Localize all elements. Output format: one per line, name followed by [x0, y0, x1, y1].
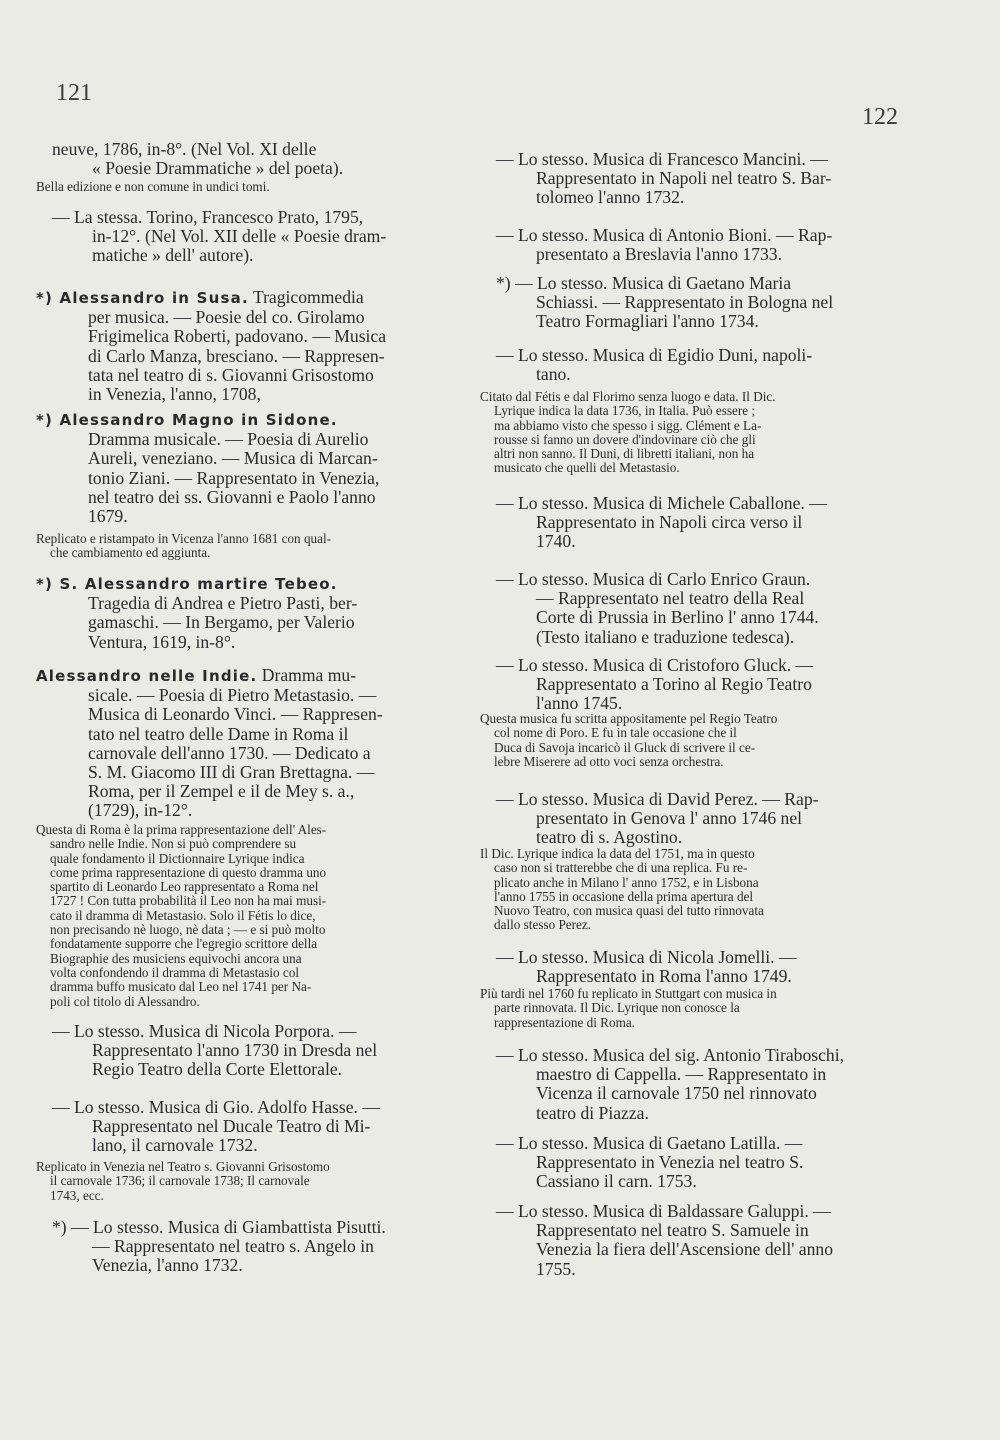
- note-line: Biographie des musiciens equivochi ancora una: [50, 951, 302, 966]
- note-line: col nome di Poro. E fu in tale occasione che il: [494, 726, 737, 741]
- note-line: musicato che quelli del Metastasio.: [494, 461, 680, 476]
- entry-line: Rappresentato nel teatro S. Samuele in: [536, 1221, 809, 1241]
- note-line: Bella edizione e non comune in undici tomi.: [36, 180, 270, 194]
- entry-line: tato nel teatro delle Dame in Roma il: [88, 724, 349, 744]
- entry-line: neuve, 1786, in-8°. (Nel Vol. XI delle: [52, 140, 317, 159]
- catalog-entry: [36, 1218, 448, 1276]
- note-line: Duca di Savoja incaricò il Gluck di scrivere il ce-: [494, 740, 756, 755]
- page-number-right: 122: [862, 104, 898, 130]
- entry-line: l'anno 1745.: [536, 694, 623, 714]
- entry-line: *) — Lo stesso. Musica di Gaetano Maria: [496, 274, 792, 293]
- entry-text: [36, 666, 448, 821]
- entry-heading: *) Alessandro Magno in Sidone.: [36, 411, 338, 429]
- entry-line: — Lo stesso. Musica di Gio. Adolfo Hasse. —: [52, 1098, 380, 1117]
- entry-text: [480, 226, 892, 264]
- entry-line: sicale. — Poesia di Pietro Metastasio. —: [88, 686, 377, 706]
- entry-line: Venezia, l'anno 1732.: [92, 1256, 243, 1276]
- catalog-entry: [480, 274, 892, 332]
- catalog-entry: [36, 1098, 448, 1156]
- entry-line: maestro di Cappella. — Rappresentato in: [536, 1065, 827, 1085]
- catalog-entry: [36, 1022, 448, 1080]
- entry-line: presentato in Genova l' anno 1746 nel: [536, 809, 803, 829]
- catalog-entry: [480, 570, 892, 647]
- note-line: altri non sanno. Il Duni, di libretti italiani, non ha: [494, 447, 755, 462]
- entry-line: in-12°. (Nel Vol. XII delle « Poesie dram-: [92, 227, 387, 247]
- entry-text: [480, 1134, 892, 1192]
- note-line: come prima rappresentazione di questo dramma uno: [50, 865, 327, 880]
- entry-line: Vicenza il carnovale 1750 nel rinnovato: [536, 1084, 817, 1104]
- entry-note: [480, 987, 892, 1030]
- entry-line: matiche » dell' autore).: [92, 246, 254, 266]
- entry-line: Rappresentato a Torino al Regio Teatro: [536, 675, 812, 695]
- catalog-entry: [36, 288, 448, 404]
- catalog-entry: [480, 226, 892, 264]
- entry-line: Ventura, 1619, in-8°.: [88, 632, 236, 652]
- entry-text: [36, 208, 448, 266]
- entry-line: Cassiano il carn. 1753.: [536, 1172, 697, 1192]
- entry-line: Rappresentato nel Ducale Teatro di Mi-: [92, 1117, 371, 1137]
- entry-line: Tragicommedia: [252, 288, 364, 307]
- entry-line: tonio Ziani. — Rappresentato in Venezia,: [88, 468, 380, 488]
- entry-text: [480, 1202, 892, 1279]
- entry-line: Aureli, veneziano. — Musica di Marcan-: [88, 449, 378, 469]
- entry-line: (Testo italiano e traduzione tedesca).: [536, 627, 795, 647]
- entry-line: Teatro Formagliari l'anno 1734.: [536, 312, 759, 332]
- note-line: Più tardi nel 1760 fu replicato in Stuttgart con musica in: [480, 987, 777, 1001]
- catalog-entry: [480, 656, 892, 714]
- note-line: Il Dic. Lyrique indica la data del 1751, ma in questo: [480, 847, 755, 861]
- entry-line: tolomeo l'anno 1732.: [536, 188, 685, 208]
- entry-heading: *) Alessandro in Susa.: [36, 289, 249, 307]
- entry-line: — Lo stesso. Musica di Nicola Porpora. —: [52, 1022, 357, 1041]
- note-line: rappresentazione di Roma.: [494, 1015, 635, 1030]
- entry-line: Rappresentato l'anno 1730 in Dresda nel: [92, 1041, 378, 1061]
- note-line: 1727 ! Con tutta probabilità il Leo non ha mai musi-: [50, 894, 327, 909]
- entry-text: [36, 140, 448, 178]
- entry-line: S. M. Giacomo III di Gran Brettagna. —: [88, 763, 375, 783]
- entry-line: — Lo stesso. Musica di Michele Caballone. —: [496, 494, 827, 513]
- entry-note: [36, 180, 448, 194]
- page-number-left: 121: [56, 80, 92, 106]
- catalog-entry: [480, 1046, 892, 1123]
- entry-line: (1729), in-12°.: [88, 801, 193, 821]
- entry-line: — Lo stesso. Musica di Egidio Duni, napoli-: [496, 346, 813, 365]
- entry-note: [480, 847, 892, 933]
- entry-line: — Lo stesso. Musica di Baldassare Galuppi. —: [496, 1202, 831, 1221]
- note-line: quale fondamento il Dictionnaire Lyrique indica: [50, 851, 305, 866]
- catalog-entry: [36, 666, 448, 821]
- catalog-entry: [480, 1134, 892, 1192]
- entry-line: Rappresentato in Napoli nel teatro S. Bar-: [536, 169, 832, 189]
- entry-line: Rappresentato in Napoli circa verso il: [536, 513, 803, 533]
- note-line: Nuovo Teatro, con musica quasi del tutto rinnovata: [494, 904, 764, 919]
- entry-line: Dramma mu-: [261, 666, 357, 685]
- note-line: caso non si tratterebbe che di una replica. Fu re-: [494, 861, 748, 876]
- entry-heading: *) S. Alessandro martire Tebeo.: [36, 575, 338, 593]
- entry-text: [480, 150, 892, 208]
- catalog-entry: [36, 574, 448, 652]
- note-line: sandro nelle Indie. Non si può comprendere su: [50, 837, 297, 852]
- entry-text: [480, 494, 892, 552]
- entry-note: [36, 823, 448, 1009]
- entry-line: — Lo stesso. Musica di Nicola Jomelli. —: [496, 948, 797, 967]
- note-line: Lyrique indica la data 1736, in Italia. Può essere ;: [494, 404, 756, 419]
- entry-line: — La stessa. Torino, Francesco Prato, 1795,: [52, 208, 364, 227]
- entry-text: [36, 1098, 448, 1156]
- entry-line: — Lo stesso. Musica di Gaetano Latilla. —: [496, 1134, 803, 1153]
- entry-text: [36, 410, 448, 526]
- note-line: che cambiamento ed aggiunta.: [50, 546, 211, 561]
- entry-text: [480, 656, 892, 714]
- note-line: Citato dal Fétis e dal Florimo senza luogo e data. Il Dic.: [480, 390, 776, 404]
- note-line: il carnovale 1736; il carnovale 1738; Il carnovale: [50, 1174, 310, 1189]
- note-line: Questa musica fu scritta appositamente pel Regio Teatro: [480, 712, 778, 726]
- entry-line: Musica di Leonardo Vinci. — Rappresen-: [88, 705, 383, 725]
- entry-line: 1755.: [536, 1259, 576, 1279]
- entry-line: — Lo stesso. Musica di Cristoforo Gluck. —: [496, 656, 814, 675]
- entry-text: [480, 1046, 892, 1123]
- entry-line: — Rappresentato nel teatro s. Angelo in: [92, 1237, 374, 1257]
- note-line: volta confondendo il dramma di Metastasio col: [50, 965, 300, 980]
- entry-text: [480, 948, 892, 986]
- catalog-entry: [36, 140, 448, 178]
- entry-text: [36, 1022, 448, 1080]
- entry-text: [36, 288, 448, 404]
- entry-line: carnovale dell'anno 1730. — Dedicato a: [88, 743, 371, 763]
- entry-note: [36, 1160, 448, 1203]
- note-line: non precisando nè luogo, nè data ; — e si può molto: [50, 923, 326, 938]
- entry-note: [480, 712, 892, 769]
- note-line: poli col titolo di Alessandro.: [50, 994, 200, 1009]
- entry-text: [36, 1218, 448, 1276]
- catalog-entry: [480, 494, 892, 552]
- note-line: Replicato e ristampato in Vicenza l'anno 1681 con qual-: [36, 532, 332, 546]
- entry-line: Schiassi. — Rappresentato in Bologna nel: [536, 293, 834, 313]
- entry-line: Rappresentato in Roma l'anno 1749.: [536, 967, 792, 987]
- note-line: plicato anche in Milano l' anno 1752, e in Lisbona: [494, 875, 759, 890]
- entry-line: — Lo stesso. Musica di Francesco Mancini. —: [496, 150, 828, 169]
- entry-line: — Lo stesso. Musica di Carlo Enrico Graun.: [496, 570, 811, 589]
- note-line: Replicato in Venezia nel Teatro s. Giovanni Grisostomo: [36, 1160, 330, 1174]
- entry-line: tata nel teatro di s. Giovanni Grisostomo: [88, 365, 374, 385]
- entry-line: tano.: [536, 365, 571, 385]
- entry-line: lano, il carnovale 1732.: [92, 1136, 258, 1156]
- catalog-entry: [480, 948, 892, 986]
- entry-heading: Alessandro nelle Indie.: [36, 667, 258, 685]
- entry-line: — Lo stesso. Musica di David Perez. — Rap-: [496, 790, 819, 809]
- entry-line: 1740.: [536, 532, 576, 552]
- entry-line: Roma, per il Zempel e il de Mey s. a.,: [88, 782, 355, 802]
- entry-line: Venezia la fiera dell'Ascensione dell' anno: [536, 1240, 833, 1260]
- entry-note: [36, 532, 448, 561]
- catalog-entry: [480, 1202, 892, 1279]
- note-line: parte rinnovata. Il Dic. Lyrique non conosce la: [494, 1001, 740, 1016]
- entry-line: teatro di Piazza.: [536, 1103, 649, 1123]
- note-line: Questa di Roma è la prima rappresentazione dell' Ales-: [36, 823, 327, 837]
- entry-line: in Venezia, l'anno, 1708,: [88, 385, 261, 405]
- catalog-entry: [36, 208, 448, 266]
- note-line: dallo stesso Perez.: [494, 918, 592, 933]
- entry-line: presentato a Breslavia l'anno 1733.: [536, 245, 782, 265]
- entry-line: Rappresentato in Venezia nel teatro S.: [536, 1153, 804, 1173]
- entry-line: di Carlo Manza, bresciano. — Rappresen-: [88, 346, 385, 366]
- entry-line: Frigimelica Roberti, padovano. — Musica: [88, 327, 387, 347]
- catalog-entry: [480, 150, 892, 208]
- note-line: spartito di Leonardo Leo rappresentato a Roma nel: [50, 880, 319, 895]
- entry-note: [480, 390, 892, 476]
- note-line: fondatamente supporre che l'egregio scrittore della: [50, 937, 318, 952]
- entry-line: — Rappresentato nel teatro della Real: [536, 589, 805, 609]
- entry-line: « Poesie Drammatiche » del poeta).: [92, 159, 344, 179]
- entry-text: [480, 570, 892, 647]
- note-line: rousse si fanno un dovere d'indovinare ciò che gli: [494, 432, 756, 447]
- entry-line: Dramma musicale. — Poesia di Aurelio: [88, 430, 369, 450]
- note-line: ma abbiamo visto che spesso i sigg. Clément e La-: [494, 418, 762, 433]
- entry-line: *) — Lo stesso. Musica di Giambattista Pisutti.: [52, 1218, 386, 1237]
- entry-line: 1679.: [88, 507, 128, 527]
- entry-text: [480, 790, 892, 848]
- entry-line: Corte di Prussia in Berlino l' anno 1744.: [536, 608, 819, 628]
- note-line: 1743, ecc.: [50, 1188, 104, 1203]
- entry-text: [36, 574, 448, 652]
- entry-line: per musica. — Poesie del co. Girolamo: [88, 308, 365, 328]
- note-line: dramma buffo musicato dal Leo nel 1741 per Na-: [50, 980, 312, 995]
- entry-text: [480, 274, 892, 332]
- note-line: cato il dramma di Metastasio. Solo il Fétis lo dice,: [50, 908, 316, 923]
- catalog-entry: [36, 410, 448, 526]
- entry-line: teatro di s. Agostino.: [536, 828, 683, 848]
- note-line: l'anno 1755 in occasione della prima apertura del: [494, 889, 754, 904]
- catalog-entry: [480, 790, 892, 848]
- entry-text: [480, 346, 892, 384]
- entry-line: — Lo stesso. Musica di Antonio Bioni. — Rap-: [496, 226, 833, 245]
- entry-line: Tragedia di Andrea e Pietro Pasti, ber-: [88, 594, 358, 614]
- catalog-entry: [480, 346, 892, 384]
- entry-line: — Lo stesso. Musica del sig. Antonio Tiraboschi,: [496, 1046, 844, 1065]
- entry-line: Regio Teatro della Corte Elettorale.: [92, 1060, 343, 1080]
- entry-line: nel teatro dei ss. Giovanni e Paolo l'anno: [88, 487, 376, 507]
- note-line: lebre Miserere ad otto voci senza orchestra.: [494, 754, 724, 769]
- entry-line: gamaschi. — In Bergamo, per Valerio: [88, 613, 355, 633]
